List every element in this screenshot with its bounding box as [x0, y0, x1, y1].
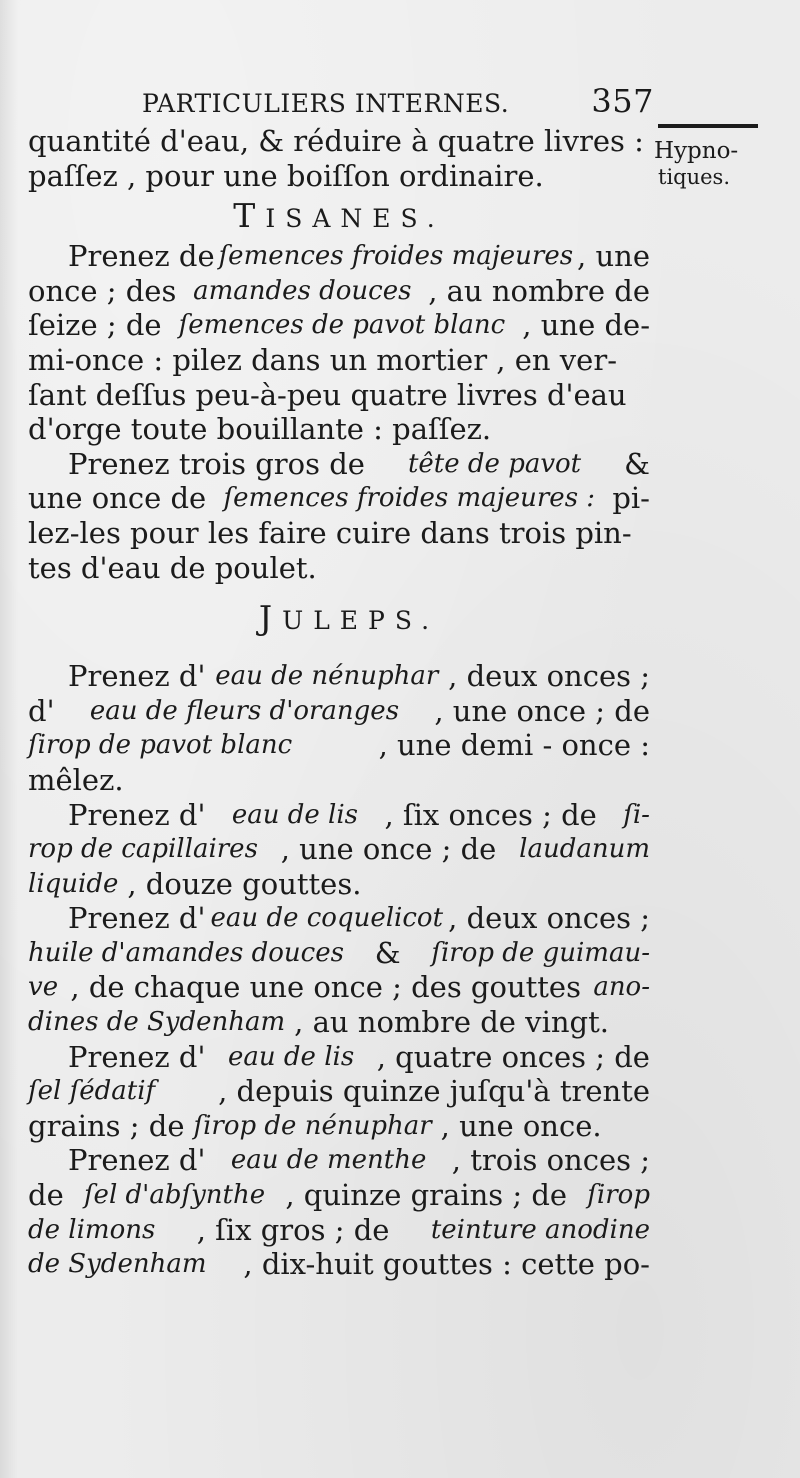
- italic-term: ſemences de pavot blanc: [178, 310, 506, 341]
- italic-term: ano-: [593, 972, 650, 1003]
- margin-note-line: tiques.: [658, 165, 731, 189]
- text-segment: Prenez d': [68, 659, 206, 694]
- margin-note: [650, 124, 790, 190]
- italic-term: de limons: [28, 1214, 156, 1245]
- text-segment: mêlez.: [28, 762, 124, 797]
- page-header: [142, 82, 662, 122]
- section-heading-rest: ISANES.: [265, 204, 445, 234]
- italic-term: amandes douces: [193, 275, 412, 306]
- paragraph: [28, 1143, 650, 1281]
- text-line: [28, 1109, 650, 1144]
- text-segment: , de chaque une once ; des gouttes: [70, 970, 581, 1005]
- text-segment: , ſix gros ; de: [196, 1212, 390, 1247]
- italic-term: tête de pavot: [407, 448, 582, 479]
- text-segment: , une once ; de: [280, 832, 497, 867]
- text-line: [28, 659, 650, 694]
- text-line: [28, 308, 650, 343]
- text-line: [28, 1213, 650, 1248]
- italic-term: eau de lis: [231, 799, 359, 830]
- italic-term: rop de capillaires: [28, 834, 258, 865]
- text-segment: , trois onces ;: [451, 1143, 650, 1178]
- text-segment: Prenez trois gros de: [68, 446, 365, 481]
- body-text: [28, 124, 650, 1282]
- text-segment: tes d'eau de poulet.: [28, 550, 317, 585]
- text-segment: mi-once : pilez dans un mortier , en ver-: [28, 342, 617, 377]
- text-line: [28, 763, 650, 798]
- text-segment: ſant deſſus peu-à-peu quatre livres d'eau: [28, 377, 627, 412]
- text-line: [28, 516, 650, 551]
- text-line: [28, 1040, 650, 1075]
- text-segment: , deux onces ;: [448, 901, 650, 936]
- text-line: [28, 551, 650, 586]
- text-segment: , une demi - once :: [378, 728, 650, 763]
- text-segment: Prenez d': [68, 1039, 206, 1074]
- section-heading: [28, 585, 650, 659]
- margin-rule: [658, 124, 758, 128]
- text-segment: paſſez , pour une boiſſon ordinaire.: [28, 158, 544, 193]
- text-segment: de: [28, 1178, 64, 1213]
- text-line: [28, 832, 650, 867]
- text-line: [28, 1143, 650, 1178]
- text-segment: , douze gouttes.: [127, 866, 362, 901]
- paragraph: [28, 798, 650, 902]
- italic-term: ve: [28, 972, 59, 1003]
- italic-term: eau de nénuphar: [215, 661, 439, 692]
- text-line: [28, 728, 650, 763]
- italic-term: huile d'amandes douces: [28, 937, 344, 968]
- section-heading-initial: J: [258, 598, 283, 638]
- text-segment: grains ; de: [28, 1108, 185, 1143]
- text-line: [28, 378, 650, 413]
- italic-term: dines de Sydenham: [28, 1007, 286, 1038]
- text-segment: , au nombre de: [428, 273, 650, 308]
- text-segment: d': [28, 693, 55, 728]
- text-segment: quantité d'eau, & réduire à quatre livres :: [28, 124, 644, 158]
- text-segment: , une once ; de: [434, 693, 650, 728]
- text-segment: , dix-huit gouttes : cette po-: [243, 1247, 650, 1282]
- text-segment: , une de-: [522, 308, 650, 343]
- text-line: [28, 447, 650, 482]
- italic-term: ſirop: [587, 1180, 650, 1211]
- section-heading-rest: ULEPS.: [282, 606, 440, 636]
- paragraph: [28, 659, 650, 797]
- text-segment: Prenez d': [68, 1143, 206, 1178]
- italic-term: ſi-: [623, 799, 650, 830]
- text-line: [28, 274, 650, 309]
- section-heading-initial: T: [233, 196, 266, 236]
- italic-term: ſel ſédatif: [28, 1076, 156, 1107]
- paragraph: [28, 1040, 650, 1144]
- text-segment: Prenez d': [68, 901, 206, 936]
- text-segment: , ſix onces ; de: [384, 797, 597, 832]
- italic-term: ſemences froides majeures :: [223, 483, 596, 514]
- italic-term: de Sydenham: [28, 1249, 207, 1280]
- text-line: [28, 159, 650, 194]
- italic-term: ſirop de guimau-: [431, 937, 650, 968]
- page-number: 357: [591, 82, 654, 120]
- text-segment: once ; des: [28, 273, 177, 308]
- text-segment: , une: [577, 239, 650, 274]
- text-line: [28, 239, 650, 274]
- text-segment: , depuis quinze juſqu'à trente: [218, 1074, 650, 1109]
- text-segment: , quinze grains ; de: [285, 1178, 568, 1213]
- italic-term: ſel d'abſynthe: [83, 1180, 266, 1211]
- text-line: [28, 901, 650, 936]
- text-segment: lez-les pour les faire cuire dans trois pin-: [28, 515, 632, 550]
- italic-term: laudanum: [519, 834, 650, 865]
- italic-term: ſemences froides majeures: [218, 241, 574, 272]
- text-segment: &: [624, 446, 650, 481]
- text-line: [28, 694, 650, 729]
- text-line: [28, 1247, 650, 1282]
- text-segment: Prenez de: [68, 239, 215, 274]
- italic-term: eau de coquelicot: [210, 903, 444, 934]
- text-segment: , au nombre de vingt.: [294, 1005, 609, 1040]
- text-line: [28, 798, 650, 833]
- text-line: [28, 1005, 650, 1040]
- section-heading: [28, 193, 650, 239]
- paragraph: [28, 901, 650, 1039]
- italic-term: teinture anodine: [430, 1214, 650, 1245]
- running-title: PARTICULIERS INTERNES.: [142, 89, 510, 118]
- italic-term: eau de lis: [228, 1041, 355, 1072]
- text-line: [28, 412, 650, 447]
- italic-term: ſirop de nénuphar: [193, 1110, 432, 1141]
- text-line: [28, 124, 650, 159]
- text-segment: , une once.: [440, 1108, 602, 1143]
- text-segment: d'orge toute bouillante : paſſez.: [28, 412, 492, 447]
- margin-note-line: Hypno-: [654, 138, 739, 164]
- italic-term: eau de menthe: [230, 1145, 427, 1176]
- text-segment: une once de: [28, 481, 207, 516]
- text-segment: , quatre onces ; de: [376, 1039, 650, 1074]
- text-segment: &: [374, 935, 401, 970]
- text-line: [28, 1178, 650, 1213]
- text-line: [28, 1074, 650, 1109]
- italic-term: eau de fleurs d'oranges: [89, 695, 400, 726]
- italic-term: ſirop de pavot blanc: [28, 730, 293, 761]
- text-segment: pi-: [612, 481, 650, 516]
- paragraph: [28, 239, 650, 447]
- italic-term: liquide: [28, 868, 119, 899]
- text-segment: ſeize ; de: [28, 308, 162, 343]
- text-segment: , deux onces ;: [448, 659, 650, 694]
- page-gutter-shadow: [0, 0, 18, 1478]
- paragraph: [28, 447, 650, 585]
- text-line: [28, 970, 650, 1005]
- text-line: [28, 343, 650, 378]
- text-line: [28, 867, 650, 902]
- text-line: [28, 481, 650, 516]
- text-segment: Prenez d': [68, 797, 206, 832]
- text-line: [28, 936, 650, 971]
